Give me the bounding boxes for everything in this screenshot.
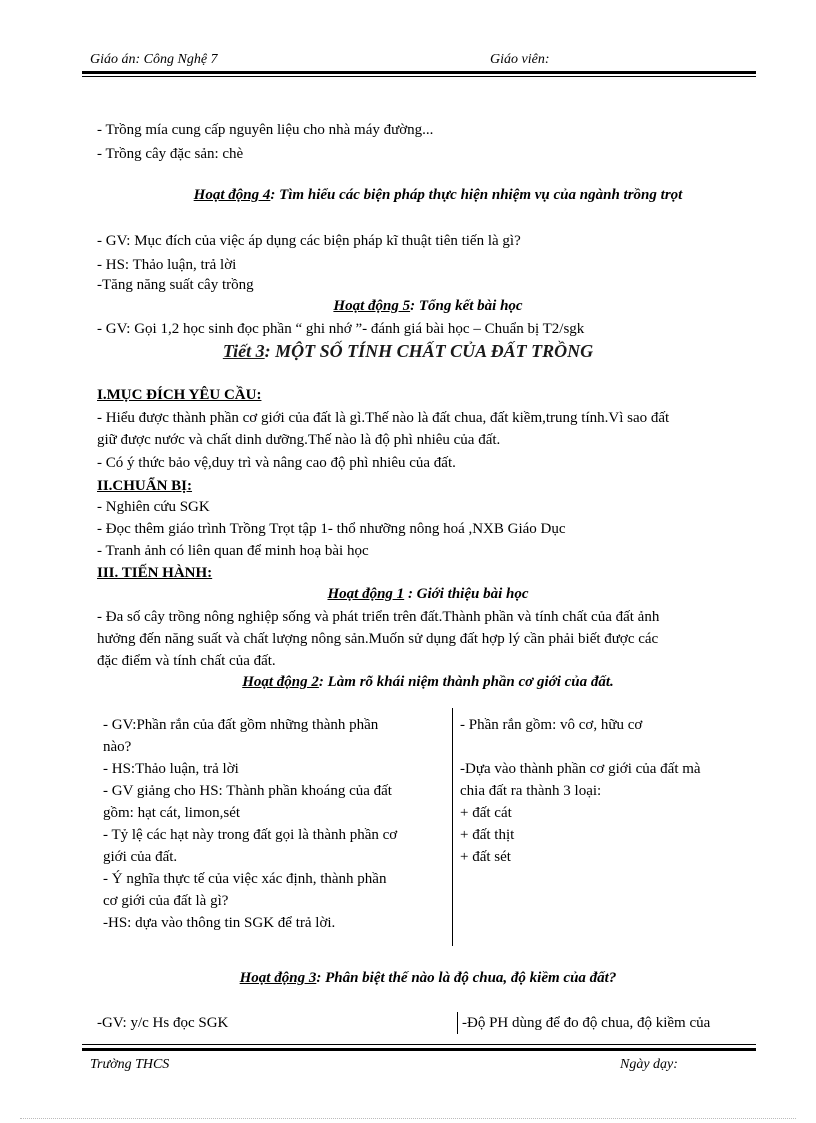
page-header [90, 52, 746, 68]
header-rule-thick [82, 71, 756, 74]
table-cell-line: - Phần rắn gồm: vô cơ, hữu cơ [460, 717, 643, 733]
text-line: - Có ý thức bảo vệ,duy trì và nâng cao độ phì nhiêu của đất. [97, 455, 456, 471]
table-cell-line: giới của đất. [103, 849, 178, 865]
text-line: - Đọc thêm giáo trình Trồng Trọt tập 1- thổ nhưỡng nông hoá ,NXB Giáo Dục [97, 521, 566, 537]
activity4-text: : Tìm hiểu các biện pháp thực hiện nhiệm vụ của ngành trồng trọt [270, 187, 683, 203]
table-cell-line: - GV:Phần rắn của đất gồm những thành phần [103, 717, 379, 733]
table-cell-line [460, 736, 760, 758]
header-right: Giáo viên: [490, 52, 550, 67]
table-cell-line: - HS:Thảo luận, trả lời [103, 761, 239, 777]
activity2-heading [20, 674, 816, 691]
table-cell-line: cơ giới của đất là gì? [103, 893, 229, 909]
text-line: giữ được nước và chất dinh dưỡng.Thế nào là độ phì nhiêu của đất. [97, 432, 501, 448]
table-cell-line: nào? [103, 739, 132, 755]
activity4-heading [30, 187, 816, 204]
footer-rule-thin [82, 1044, 756, 1045]
table-cell-line: + đất thịt [460, 827, 515, 843]
activity5-label: Hoạt động 5 [333, 298, 411, 314]
lesson-title [0, 341, 816, 362]
activity4-label: Hoạt động 4 [193, 187, 271, 203]
section2-heading: II.CHUẨN BỊ: [97, 478, 193, 494]
page-bottom-dotted-line [20, 1118, 796, 1119]
lesson-number: Tiết 3 [222, 341, 265, 361]
table-cell-line: -HS: dựa vào thông tin SGK để trả lời. [103, 915, 336, 931]
text-line: - Trồng mía cung cấp nguyên liệu cho nhà máy đường... [97, 122, 434, 138]
text-line: - Tranh ảnh có liên quan để minh hoạ bài học [97, 543, 369, 559]
table-cell-line: - Ý nghĩa thực tế của việc xác định, thành phần [103, 871, 387, 887]
table-cell-line: chia đất ra thành 3 loại: [460, 783, 602, 799]
header-rule-thin [82, 76, 756, 77]
activity3-label: Hoạt động 3 [239, 970, 317, 986]
text-line: - HS: Thảo luận, trả lời [97, 257, 237, 273]
footer-right: Ngày dạy: [620, 1057, 678, 1072]
text-line: - GV: Gọi 1,2 học sinh đọc phần “ ghi nhớ ”- đánh giá bài học – Chuẩn bị T2/sgk [97, 321, 585, 337]
text-line: -Độ PH dùng để đo độ chua, độ kiềm của [462, 1015, 711, 1031]
table-cell-line: - GV giảng cho HS: Thành phần khoáng của đất [103, 783, 392, 799]
lesson-name: : MỘT SỐ TÍNH CHẤT CỦA ĐẤT TRỒNG [264, 341, 594, 361]
table-cell-line: + đất cát [460, 805, 512, 821]
text-line: - Hiểu được thành phần cơ giới của đất là gì.Thế nào là đất chua, đất kiềm,trung tính.Vì sao đất [97, 410, 670, 426]
page-footer [90, 1057, 746, 1073]
table-left-column [103, 714, 448, 934]
table-cell-line: - Tỷ lệ các hạt này trong đất gọi là thành phần cơ [103, 827, 398, 843]
activity3-heading [20, 970, 816, 987]
text-line: -Tăng năng suất cây trồng [97, 277, 254, 293]
text-line: đặc điểm và tính chất của đất. [97, 653, 276, 669]
footer-rule-thick [82, 1048, 756, 1051]
text-line: - Nghiên cứu SGK [97, 499, 210, 515]
activity1-label: Hoạt động 1 [327, 586, 405, 602]
table-cell-line: -Dựa vào thành phần cơ giới của đất mà [460, 761, 701, 777]
table-right-column [460, 714, 760, 868]
activity1-heading [20, 586, 816, 603]
table-cell-line: gồm: hạt cát, limon,sét [103, 805, 241, 821]
activity3-text: : Phân biệt thế nào là độ chua, độ kiềm của đất? [316, 970, 617, 986]
activity2-label: Hoạt động 2 [242, 674, 319, 690]
section3-heading: III. TIẾN HÀNH: [97, 565, 213, 581]
text-line: - Đa số cây trồng nông nghiệp sống và phát triển trên đất.Thành phần và tính chất của đất ảnh [97, 609, 660, 625]
table-divider [457, 1012, 458, 1034]
activity1-text: : Giới thiệu bài học [404, 586, 529, 602]
activity2-text: : Làm rõ khái niệm thành phần cơ giới của đất. [318, 674, 614, 690]
text-line: hưởng đến năng suất và chất lượng nông sản.Muốn sử dụng đất hợp lý cần phải biết được các [97, 631, 659, 647]
table-cell-line: + đất sét [460, 849, 511, 865]
activity5-text: : Tổng kết bài học [410, 298, 523, 314]
section1-heading: I.MỤC ĐÍCH YÊU CẦU: [97, 387, 262, 403]
text-line: - Trồng cây đặc sản: chè [97, 146, 244, 162]
text-line: -GV: y/c Hs đọc SGK [97, 1015, 229, 1031]
activity5-heading [20, 298, 816, 315]
header-left: Giáo án: Công Nghệ 7 [90, 52, 218, 67]
table-divider [452, 708, 453, 946]
footer-left: Trường THCS [90, 1057, 170, 1072]
text-line: - GV: Mục đích của việc áp dụng các biện pháp kĩ thuật tiên tiến là gì? [97, 233, 521, 249]
